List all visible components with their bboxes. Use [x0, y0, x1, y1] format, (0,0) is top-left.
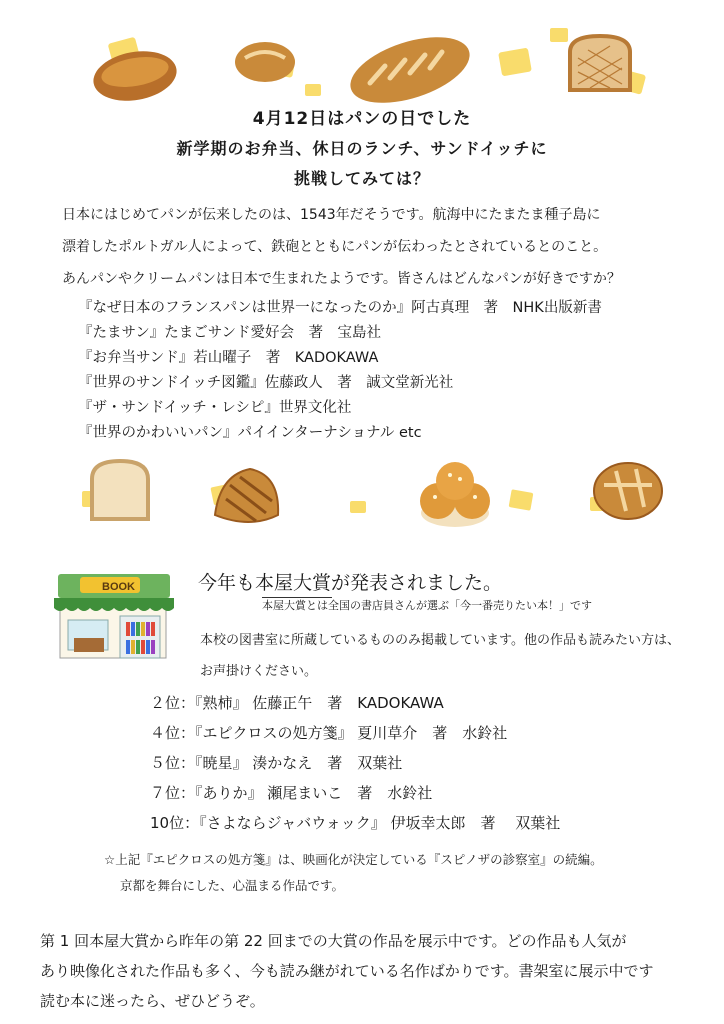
bread-day-subtitle: 挑戦してみては？: [293, 169, 430, 188]
paragraph-line: あんパンやクリームパンは日本で生まれたようです。皆さんはどんなパンが好きですか？: [62, 271, 621, 287]
book-list-item: 『ザ・サンドイッチ・レシピ』世界文化社: [78, 400, 352, 416]
bread-roll-icon: [89, 45, 180, 107]
cream-buns-icon: [420, 462, 490, 527]
award-footnote: ☆上記『エピクロスの処方箋』は、映画化が決定している『スピノザの診察室』の続編。: [104, 852, 603, 867]
award-title: 今年も本屋大賞が発表されました。: [198, 572, 503, 594]
award-intro: 本校の図書室に所蔵しているもののみ掲載しています。他の作品も読みたい方は、: [200, 633, 680, 648]
award-intro: お声掛けください。: [200, 664, 318, 679]
award-rank-item: ５位：『暁星』 湊かなえ 著 双葉社: [150, 754, 403, 772]
paragraph-line: 漂着したポルトガル人によって、鉄砲とともにパンが伝わったとされているとのこと。: [62, 239, 608, 255]
bread-day-title: 4月12日はパンの日でした: [252, 109, 472, 129]
award-rank-item: ２位：『熟柿』 佐藤正午 著 KADOKAWA: [150, 694, 444, 712]
bread-roll-icon: [235, 42, 295, 82]
closing-line: 読む本に迷ったら、ぜひどうぞ。: [40, 992, 265, 1010]
award-rank-item: 10位：『さよならジャバウォック』 伊坂幸太郎 著 双葉社: [150, 814, 561, 832]
store-sign: BOOK: [102, 581, 135, 593]
book-list-item: 『世界のサンドイッチ図鑑』佐藤政人 著 誠文堂新光社: [78, 375, 454, 391]
french-bread-icon: [342, 28, 477, 110]
butter-icon: [82, 483, 608, 513]
croissant-icon: [215, 469, 278, 522]
bread-day-subtitle: 新学期のお弁当、休日のランチ、サンドイッチに: [176, 139, 548, 158]
award-note: 本屋大賞とは全国の書店員さんが選ぶ「今一番売りたい本！」です: [262, 599, 592, 612]
closing-line: 第 1 回本屋大賞から昨年の第 22 回までの大賞の作品を展示中です。どの作品も人気が: [40, 932, 627, 950]
book-list-item: 『たまサン』たまごサンド愛好会 著 宝島社: [78, 325, 382, 341]
award-rank-item: ４位：『エピクロスの処方箋』 夏川草介 著 水鈴社: [150, 724, 508, 742]
round-bread-icon: [594, 463, 662, 519]
book-list-item: 『なぜ日本のフランスパンは世界一になったのか』阿古真理 著 NHK出版新書: [78, 300, 602, 316]
bread-loaf-icon: [92, 461, 148, 519]
bread-illustration-middle: [70, 455, 670, 535]
bookstore-icon: [50, 566, 180, 664]
paragraph-line: 日本にはじめてパンが伝来したのは、1543年だそうです。航海中にたまたま種子島に: [62, 207, 601, 223]
book-list-item: 『お弁当サンド』若山曜子 著 KADOKAWA: [78, 350, 379, 366]
book-list-item: 『世界のかわいいパン』パイインターナショナル etc: [78, 425, 422, 441]
award-footnote: 京都を舞台にした、心温まる作品です。: [120, 878, 345, 893]
award-rank-item: ７位：『ありか』 瀬尾まいこ 著 水鈴社: [150, 784, 433, 802]
closing-line: あり映像化された作品も多く、今も読み継がれている名作ばかりです。書架室に展示中です: [40, 962, 654, 980]
bread-illustration-top: [80, 28, 660, 110]
toast-icon: [570, 36, 630, 90]
